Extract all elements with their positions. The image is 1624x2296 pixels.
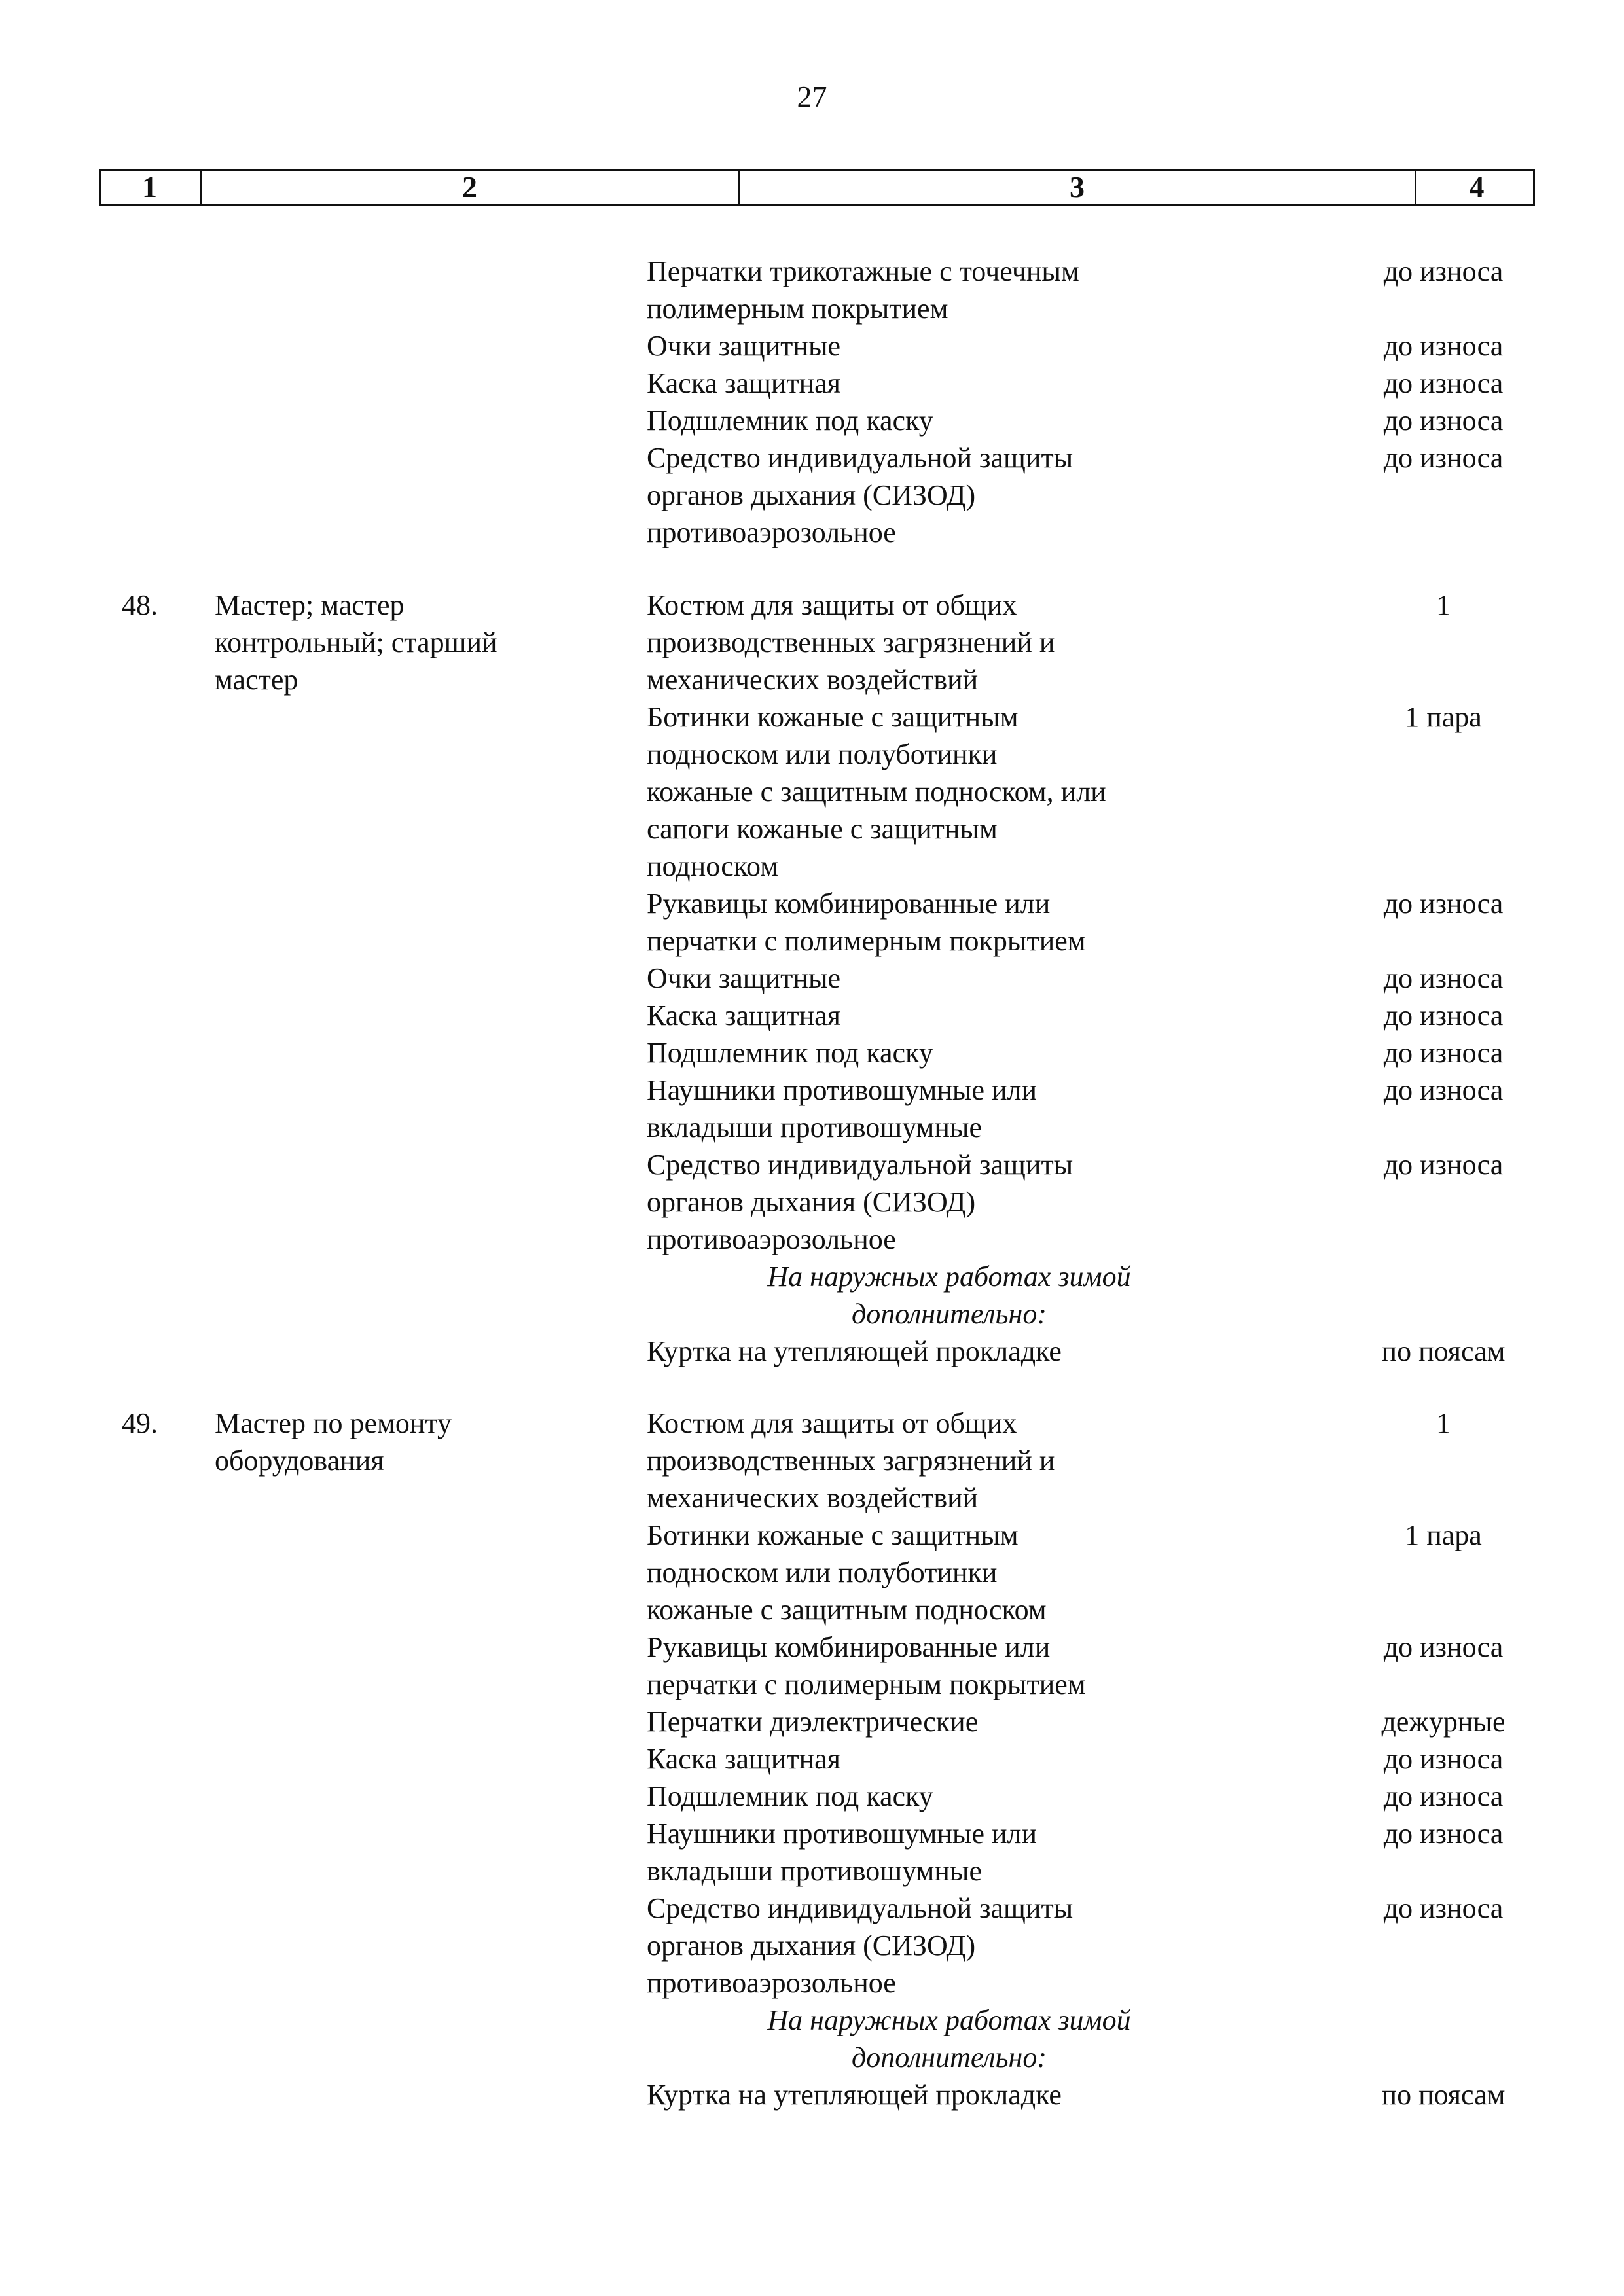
item-quantity: до износа	[1383, 962, 1504, 994]
item-quantity: до износа	[1383, 1780, 1504, 1812]
list-item	[0, 439, 1624, 551]
item-quantity: 1 пара	[1405, 1519, 1482, 1551]
list-item	[0, 698, 1624, 885]
item-quantity: до износа	[1383, 888, 1504, 920]
list-item	[0, 1516, 1624, 1628]
item-quantity: 1	[1436, 589, 1451, 621]
list-item	[0, 1778, 1624, 1815]
list-item	[0, 327, 1624, 365]
item-quantity: до износа	[1383, 1818, 1504, 1850]
column-header-4: 4	[1415, 171, 1537, 204]
list-item	[0, 1146, 1624, 1258]
item-name: Куртка на утепляющей прокладке	[647, 2079, 1062, 2111]
list-item	[0, 1703, 1624, 1740]
item-quantity: до износа	[1383, 1149, 1504, 1181]
note-text: На наружных работах зимой дополнительно:	[767, 2004, 1131, 2073]
item-quantity: до износа	[1383, 330, 1504, 362]
item-name: Перчатки диэлектрические	[647, 1706, 979, 1738]
item-name: Ботинки кожаные с защитным подноском или полуботинки кожаные с защитным подноском, или сапоги кожаные с защитным подноском	[647, 701, 1106, 882]
list-item	[0, 1034, 1624, 1071]
item-name: Наушники противошумные или вкладыши противошумные	[647, 1818, 1038, 1887]
list-item	[0, 365, 1624, 402]
list-item	[0, 1333, 1624, 1370]
list-item	[0, 1740, 1624, 1778]
list-item	[0, 1071, 1624, 1146]
column-header-1: 1	[142, 170, 157, 204]
item-quantity: до износа	[1383, 1074, 1504, 1106]
column-header-3: 3	[738, 171, 1415, 204]
item-name: Рукавицы комбинированные или перчатки с полимерным покрытием	[647, 1631, 1086, 1700]
item-name: Куртка на утепляющей прокладке	[647, 1335, 1062, 1367]
item-name: Костюм для защиты от общих производственных загрязнений и механических воздействий	[647, 1407, 1055, 1514]
item-quantity: 1 пара	[1405, 701, 1482, 733]
list-item	[0, 1628, 1624, 1703]
item-quantity: по поясам	[1381, 2079, 1506, 2111]
item-quantity: до износа	[1383, 1892, 1504, 1924]
item-name: Очки защитные	[647, 330, 841, 362]
item-quantity: до износа	[1383, 1037, 1504, 1069]
item-quantity: до износа	[1383, 367, 1504, 399]
section-note	[0, 2001, 1624, 2076]
note-text: На наружных работах зимой дополнительно:	[767, 1261, 1131, 1330]
occupation-name: Мастер по ремонту оборудования	[215, 1407, 452, 1477]
item-name: Подшлемник под каску	[647, 1037, 933, 1069]
item-quantity: до износа	[1383, 442, 1504, 474]
item-list	[0, 1405, 1624, 2113]
item-quantity: до износа	[1383, 999, 1504, 1031]
column-header-2: 2	[200, 171, 738, 204]
item-quantity: по поясам	[1381, 1335, 1506, 1367]
item-quantity: 1	[1436, 1407, 1451, 1439]
item-name: Наушники противошумные или вкладыши противошумные	[647, 1074, 1038, 1143]
item-list	[0, 253, 1624, 551]
item-name: Очки защитные	[647, 962, 841, 994]
list-item	[0, 1815, 1624, 1890]
list-item	[0, 1890, 1624, 2001]
page-number: 27	[797, 80, 827, 113]
item-quantity: до износа	[1383, 1631, 1504, 1663]
list-item	[0, 586, 1624, 698]
item-name: Средство индивидуальной защиты органов дыхания (СИЗОД) противоаэрозольное	[647, 1892, 1074, 1999]
item-quantity: до износа	[1383, 1743, 1504, 1775]
table-column-header	[99, 169, 1535, 206]
item-name: Каска защитная	[647, 367, 840, 399]
item-name: Подшлемник под каску	[647, 1780, 933, 1812]
item-name: Подшлемник под каску	[647, 404, 933, 437]
item-name: Средство индивидуальной защиты органов дыхания (СИЗОД) противоаэрозольное	[647, 1149, 1074, 1255]
list-item	[0, 1405, 1624, 1516]
item-name: Костюм для защиты от общих производственных загрязнений и механических воздействий	[647, 589, 1055, 696]
item-name: Рукавицы комбинированные или перчатки с полимерным покрытием	[647, 888, 1086, 957]
list-item	[0, 2076, 1624, 2113]
list-item	[0, 997, 1624, 1034]
item-name: Каска защитная	[647, 999, 840, 1031]
item-quantity: до износа	[1383, 404, 1504, 437]
section-note	[0, 1258, 1624, 1333]
item-name: Перчатки трикотажные с точечным полимерным покрытием	[647, 255, 1079, 325]
list-item	[0, 885, 1624, 960]
occupation-name: Мастер; мастер контрольный; старший мастер	[215, 589, 497, 696]
item-quantity: до износа	[1383, 255, 1504, 287]
item-quantity: дежурные	[1381, 1706, 1506, 1738]
item-name: Ботинки кожаные с защитным подноском или полуботинки кожаные с защитным подноском	[647, 1519, 1047, 1626]
row-number: 49.	[122, 1407, 158, 1439]
list-item	[0, 402, 1624, 439]
item-list	[0, 586, 1624, 1370]
item-name: Каска защитная	[647, 1743, 840, 1775]
item-name: Средство индивидуальной защиты органов дыхания (СИЗОД) противоаэрозольное	[647, 442, 1074, 548]
list-item	[0, 253, 1624, 327]
list-item	[0, 960, 1624, 997]
row-number: 48.	[122, 589, 158, 621]
